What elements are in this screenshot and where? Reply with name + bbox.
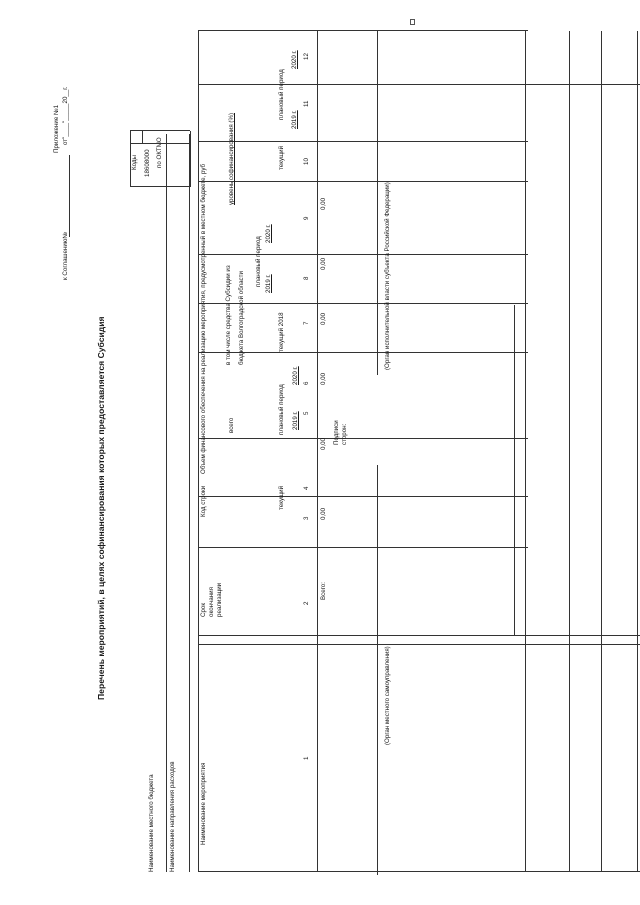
header-current-2018: текущий 2018 (278, 312, 285, 352)
col-number-8: 8 (303, 276, 310, 280)
signature-line-right (377, 30, 378, 375)
header-planned-1: плановый период (278, 384, 285, 435)
page-title: Перечень мероприятий, в целях софинансирования которых предоставляется Субсидия (96, 316, 106, 700)
col-number-4: 4 (303, 486, 310, 490)
header-total: всего (228, 417, 235, 433)
signatures-label-1: Подписи (333, 420, 340, 445)
col-number-7: 7 (303, 321, 310, 325)
budget-name-line (166, 134, 167, 872)
col-number-9: 9 (303, 216, 310, 220)
header-2020-1: 2020 г. (292, 366, 299, 385)
header-deadline-1: Срок (200, 602, 207, 617)
col-number-3: 3 (303, 516, 310, 520)
col-number-6: 6 (303, 381, 310, 385)
page-mark-icon (410, 19, 415, 25)
col-number-1: 1 (303, 756, 310, 760)
budget-name-label: Наименование местного бюджета (148, 774, 155, 872)
header-event-name: Наименование мероприятия (200, 762, 207, 845)
total-value-4: 0,00 (320, 312, 327, 325)
header-level: уровень софинансирования (%) (228, 112, 235, 205)
appendix-label: Приложение №1 (53, 104, 60, 153)
header-2020-2: 2020 г. (265, 224, 272, 243)
col-number-12: 12 (303, 53, 310, 60)
oktmo-code: 18608000 (144, 149, 151, 177)
total-value-2: 0,00 (320, 437, 327, 450)
col-number-5: 5 (303, 411, 310, 415)
signatures-label-2: сторон: (341, 423, 348, 445)
col-number-11: 11 (303, 100, 310, 107)
header-row-code: Код строки (200, 485, 207, 517)
agreement-date: от"____"_____20__г. (62, 86, 69, 145)
total-value-6: 0,00 (320, 197, 327, 210)
expense-direction-label: Наименование направления расходов (169, 761, 176, 872)
signature-left-caption: (Орган местного самоуправления) (384, 646, 391, 745)
codes-label: Коды (131, 155, 138, 170)
total-label: Всего: (320, 582, 327, 600)
header-deadline-2: окончания (208, 587, 215, 617)
header-deadline-3: реализации (216, 582, 223, 617)
signature-line-left (377, 465, 378, 875)
total-value-3: 0,00 (320, 372, 327, 385)
header-2019-3: 2019 г. (291, 110, 298, 129)
header-incl-2: бюджета Волгоградской области (238, 271, 245, 365)
header-incl-1: в том числе средства Субсидии из (225, 265, 232, 365)
header-current-3: текущий (278, 145, 285, 170)
header-funding: Объем финансового обеспечения на реализацию мероприятия, предусмотренный в местном бюджете, руб (200, 163, 207, 474)
signature-right-caption: (Орган исполнительной власти субъекта Российской Федерации) (384, 182, 391, 370)
expense-direction-line (189, 134, 190, 872)
header-planned-2: плановый период (255, 236, 262, 287)
agreement-label: к Соглашению№ (62, 231, 69, 280)
header-2019-2: 2019 г. (265, 274, 272, 293)
header-current-1: текущий (278, 485, 285, 510)
header-2019-1: 2019 г. (292, 411, 299, 430)
total-value-1: 0,00 (320, 507, 327, 520)
oktmo-label: по ОКТМО (156, 137, 163, 168)
total-value-5: 0,00 (320, 257, 327, 270)
agreement-number-line (69, 155, 70, 237)
header-planned-3: плановый период (278, 69, 285, 120)
header-2020-3: 2020 г. (291, 50, 298, 69)
col-number-2: 2 (303, 601, 310, 605)
col-number-10: 10 (303, 158, 310, 165)
